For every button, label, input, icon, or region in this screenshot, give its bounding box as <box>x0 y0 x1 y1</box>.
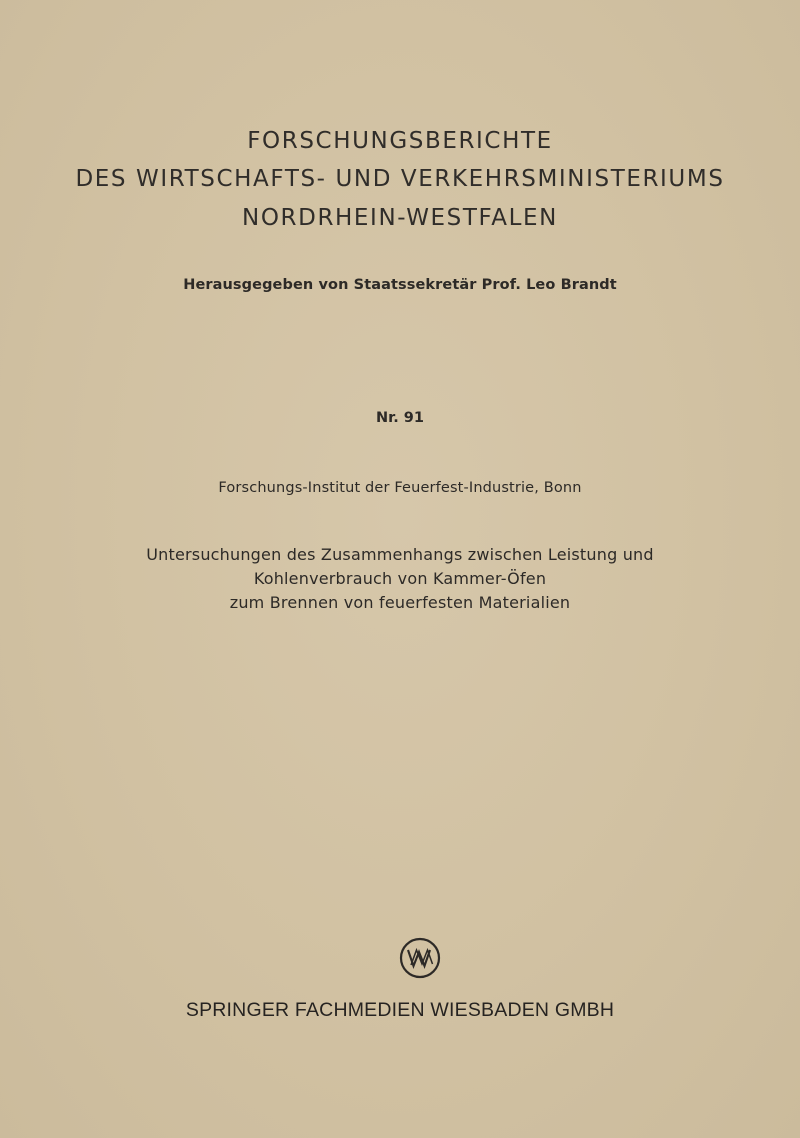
series-title-line-3: NORDRHEIN-WESTFALEN <box>242 205 558 231</box>
publisher-name: SPRINGER FACHMEDIEN WIESBADEN GMBH <box>185 999 615 1021</box>
report-number: Nr. 91 <box>376 410 424 426</box>
springer-vw-logo-icon <box>399 937 441 979</box>
institute-name: Forschungs-Institut der Feuerfest-Industrie, Bonn <box>218 480 582 496</box>
report-title-line-1: Untersuchungen des Zusammenhangs zwischen Leistung und <box>146 545 654 564</box>
editor-line: Herausgegeben von Staatssekretär Prof. Leo Brandt <box>183 277 617 293</box>
report-title-line-2: Kohlenverbrauch von Kammer-Öfen <box>253 569 547 588</box>
series-title-line-2: DES WIRTSCHAFTS- UND VERKEHRSMINISTERIUMS <box>75 166 725 192</box>
report-title-line-3: zum Brennen von feuerfesten Materialien <box>229 593 571 612</box>
series-title-line-1: FORSCHUNGSBERICHTE <box>247 128 553 154</box>
